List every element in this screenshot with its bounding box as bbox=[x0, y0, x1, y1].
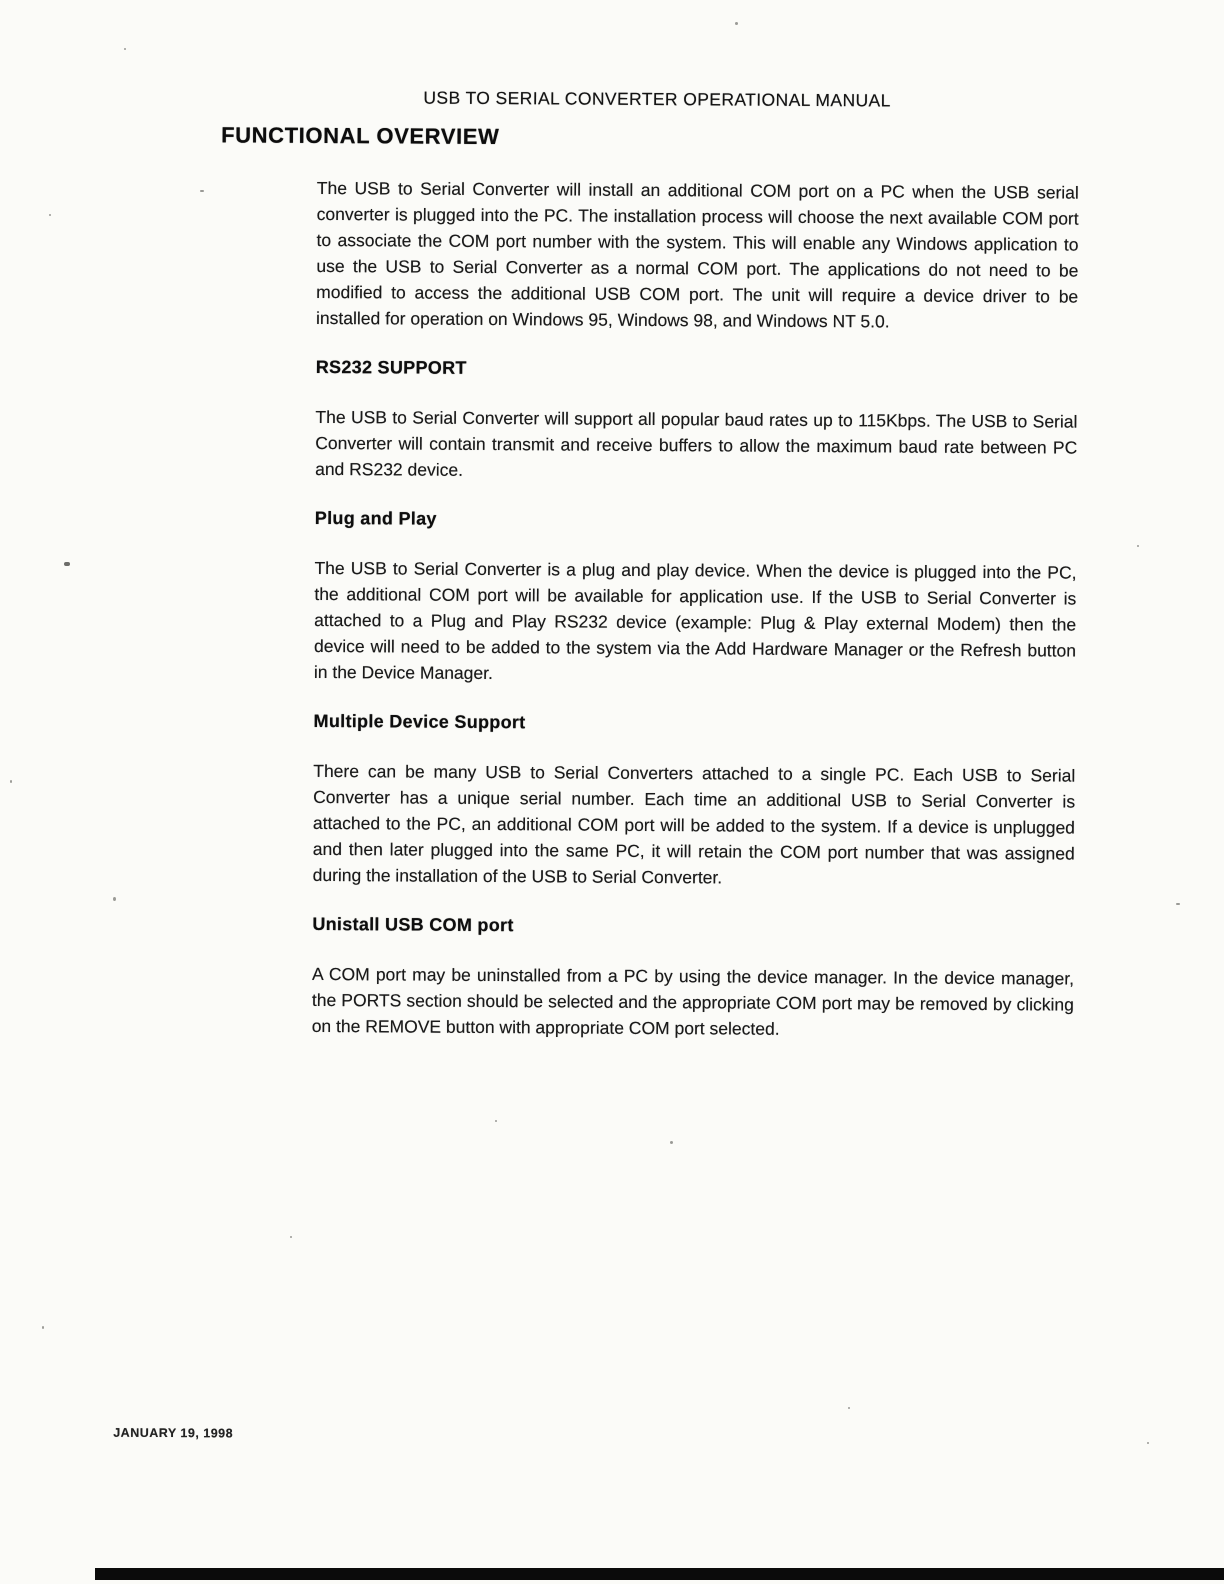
section-heading-uninstall: Unistall USB COM port bbox=[312, 913, 514, 936]
section-heading-rs232: RS232 SUPPORT bbox=[315, 356, 467, 378]
section-rs232-support bbox=[315, 357, 1078, 487]
footer-date: JANUARY 19, 1998 bbox=[113, 1425, 234, 1441]
section-body-multiple-device: There can be many USB to Serial Converters attached to a single PC. Each USB to Serial Converter has a unique serial number. Each time an additional USB to Serial Converter is attached to the PC, an additional COM port will be added to the system. If a device is unplugged and then later plugged into the same PC, it will retain the COM port number that was assigned during the installation of the USB to Serial Converter. bbox=[312, 760, 1076, 888]
section-body-rs232: The USB to Serial Converter will support all popular baud rates up to 115Kbps. The USB to Serial Converter will contain transmit and receive buffers to allow the maximum baud rate between PC and RS232 device. bbox=[315, 406, 1078, 480]
section-heading-plug-and-play: Plug and Play bbox=[314, 507, 437, 529]
page-title: FUNCTIONAL OVERVIEW bbox=[221, 122, 500, 150]
intro-paragraph: The USB to Serial Converter will install an additional COM port on a PC when the USB serial converter is plugged into the PC. The installation process will choose the next available COM port to associate the COM port number with the system. This will enable any Windows application to use the USB to Serial Converter as a normal COM port. The applications do not need to be modified to access the additional USB COM port. The unit will require a device driver to be installed for operation on Windows 95, Windows 98, and Windows NT 5.0. bbox=[315, 177, 1079, 332]
document-header: USB TO SERIAL CONVERTER OPERATIONAL MANUAL bbox=[423, 87, 891, 111]
section-uninstall-usb-com-port bbox=[312, 914, 1075, 1044]
section-heading-multiple-device: Multiple Device Support bbox=[313, 710, 526, 733]
section-plug-and-play bbox=[314, 508, 1077, 690]
scan-artifact-bar bbox=[95, 1568, 1224, 1580]
section-multiple-device-support bbox=[313, 711, 1076, 893]
section-body-plug-and-play: The USB to Serial Converter is a plug and play device. When the device is plugged into the PC, the additional COM port will be available for application use. If the USB to Serial Converter is attached to a Plug and Play RS232 device (example: Plug & Play external Modem) then the device will need to be added to the system via the Add Hardware Manager or the Refresh button in the Device Manager. bbox=[313, 557, 1077, 684]
section-body-uninstall: A COM port may be uninstalled from a PC by using the device manager. In the device manager, the PORTS section should be selected and the appropriate COM port may be removed by clicking on the REMOVE button with appropriate COM port selected. bbox=[311, 963, 1075, 1039]
document-body bbox=[312, 175, 1079, 1068]
